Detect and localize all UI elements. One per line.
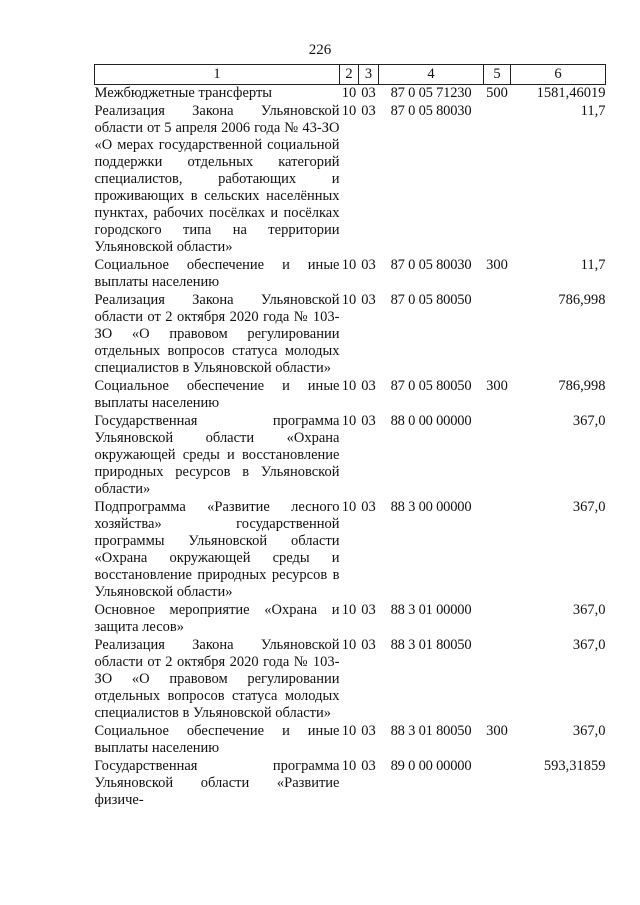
table-row — [95, 499, 606, 602]
row-subsection-cell: 03 — [361, 103, 376, 119]
row-target-article-cell: 87 0 05 80050 — [390, 378, 472, 394]
row-amount-cell: 786,998 — [558, 378, 606, 394]
table-row — [95, 637, 606, 723]
row-amount-cell: 1581,46019 — [536, 85, 606, 101]
row-name-cell: Реализация Закона Ульяновской области от 2 октября 2020 года № 103-ЗО «О правовом регулировании отдельных вопросов статуса молодых специалистов в Ульяновской области» — [94, 292, 340, 376]
table-row — [95, 758, 606, 810]
row-amount-cell: 786,998 — [558, 292, 606, 308]
row-subsection-cell: 03 — [361, 378, 376, 394]
row-amount-cell: 367,0 — [572, 602, 606, 618]
table-header-row — [95, 65, 606, 85]
row-expense-type-cell — [484, 103, 511, 257]
row-section-cell: 10 — [341, 257, 357, 273]
table-row — [95, 103, 606, 257]
table-row — [95, 292, 606, 378]
row-subsection-cell: 03 — [361, 499, 376, 515]
header-col-1: 1 — [95, 65, 340, 85]
row-amount-cell: 367,0 — [572, 499, 606, 515]
table-row — [95, 85, 606, 104]
row-amount-cell: 367,0 — [572, 637, 606, 653]
row-name-cell: Социальное обеспечение и иные выплаты населению — [94, 378, 340, 411]
row-expense-type-cell — [484, 758, 511, 810]
row-amount-cell: 593,31859 — [543, 758, 606, 774]
header-col-2: 2 — [340, 65, 359, 85]
row-expense-type-cell — [484, 292, 511, 378]
row-name-cell: Социальное обеспечение и иные выплаты населению — [94, 257, 340, 290]
row-target-article-cell: 87 0 05 80030 — [390, 257, 472, 273]
row-expense-type-cell — [484, 499, 511, 602]
row-section-cell: 10 — [341, 103, 357, 119]
row-expense-type-cell — [484, 637, 511, 723]
row-amount-cell: 11,7 — [580, 103, 606, 119]
row-name-cell: Основное мероприятие «Охрана и защита лесов» — [94, 602, 340, 635]
table-row — [95, 602, 606, 637]
row-target-article-cell: 87 0 05 80030 — [390, 103, 472, 119]
row-section-cell: 10 — [341, 499, 357, 515]
row-section-cell: 10 — [341, 758, 357, 774]
row-section-cell: 10 — [341, 637, 357, 653]
row-name-cell: Подпрограмма «Развитие лесного хозяйства» государственной программы Ульяновской области «Охрана окружающей среды и восстановление природных ресурсов в Ульяновской области» — [94, 499, 340, 600]
row-expense-type-cell: 300 — [486, 723, 508, 739]
row-expense-type-cell — [484, 602, 511, 637]
row-section-cell: 10 — [341, 413, 357, 429]
table-row — [95, 723, 606, 758]
row-subsection-cell: 03 — [361, 413, 376, 429]
table-row — [95, 257, 606, 292]
budget-table — [94, 64, 606, 810]
row-expense-type-cell: 300 — [486, 378, 508, 394]
row-subsection-cell: 03 — [361, 637, 376, 653]
header-col-5: 5 — [484, 65, 511, 85]
row-expense-type-cell — [484, 413, 511, 499]
row-name-cell: Реализация Закона Ульяновской области от 5 апреля 2006 года № 43-ЗО «О мерах государственной социальной поддержки отдельных категорий специалистов, работающих и проживающих в сельских населённых пунктах, рабочих посёлках и посёлках городского типа на территории Ульяновской области» — [94, 103, 340, 255]
row-target-article-cell: 87 0 05 80050 — [390, 292, 472, 308]
row-name-cell: Государственная программа Ульяновской области «Охрана окружающей среды и восстановление природных ресурсов в Ульяновской области» — [94, 413, 340, 497]
row-section-cell: 10 — [341, 602, 357, 618]
row-target-article-cell: 88 3 01 00000 — [390, 602, 472, 618]
row-target-article-cell: 88 3 01 80050 — [390, 723, 472, 739]
row-name-cell: Межбюджетные трансферты — [94, 85, 273, 101]
row-subsection-cell: 03 — [361, 257, 376, 273]
header-col-3: 3 — [359, 65, 379, 85]
row-name-cell: Реализация Закона Ульяновской области от 2 октября 2020 года № 103-ЗО «О правовом регулировании отдельных вопросов статуса молодых специалистов в Ульяновской области» — [94, 637, 340, 721]
row-amount-cell: 367,0 — [572, 723, 606, 739]
row-name-cell: Государственная программа Ульяновской области «Развитие физиче- — [94, 758, 340, 808]
row-amount-cell: 367,0 — [572, 413, 606, 429]
header-col-6: 6 — [511, 65, 606, 85]
header-col-4: 4 — [379, 65, 484, 85]
page-number: 226 — [308, 42, 332, 58]
table-row — [95, 378, 606, 413]
row-subsection-cell: 03 — [361, 723, 376, 739]
row-subsection-cell: 03 — [361, 292, 376, 308]
row-expense-type-cell: 300 — [486, 257, 508, 273]
row-section-cell: 10 — [341, 292, 357, 308]
row-expense-type-cell: 500 — [486, 85, 508, 101]
row-section-cell: 10 — [341, 723, 357, 739]
row-target-article-cell: 88 0 00 00000 — [390, 413, 472, 429]
row-subsection-cell: 03 — [361, 758, 376, 774]
row-subsection-cell: 03 — [361, 85, 376, 101]
row-name-cell: Социальное обеспечение и иные выплаты населению — [94, 723, 340, 756]
row-amount-cell: 11,7 — [580, 257, 606, 273]
row-subsection-cell: 03 — [361, 602, 376, 618]
row-section-cell: 10 — [341, 378, 357, 394]
row-section-cell: 10 — [341, 85, 357, 101]
row-target-article-cell: 88 3 01 80050 — [390, 637, 472, 653]
row-target-article-cell: 88 3 00 00000 — [390, 499, 472, 515]
row-target-article-cell: 87 0 05 71230 — [390, 85, 472, 101]
row-target-article-cell: 89 0 00 00000 — [390, 758, 472, 774]
table-row — [95, 413, 606, 499]
